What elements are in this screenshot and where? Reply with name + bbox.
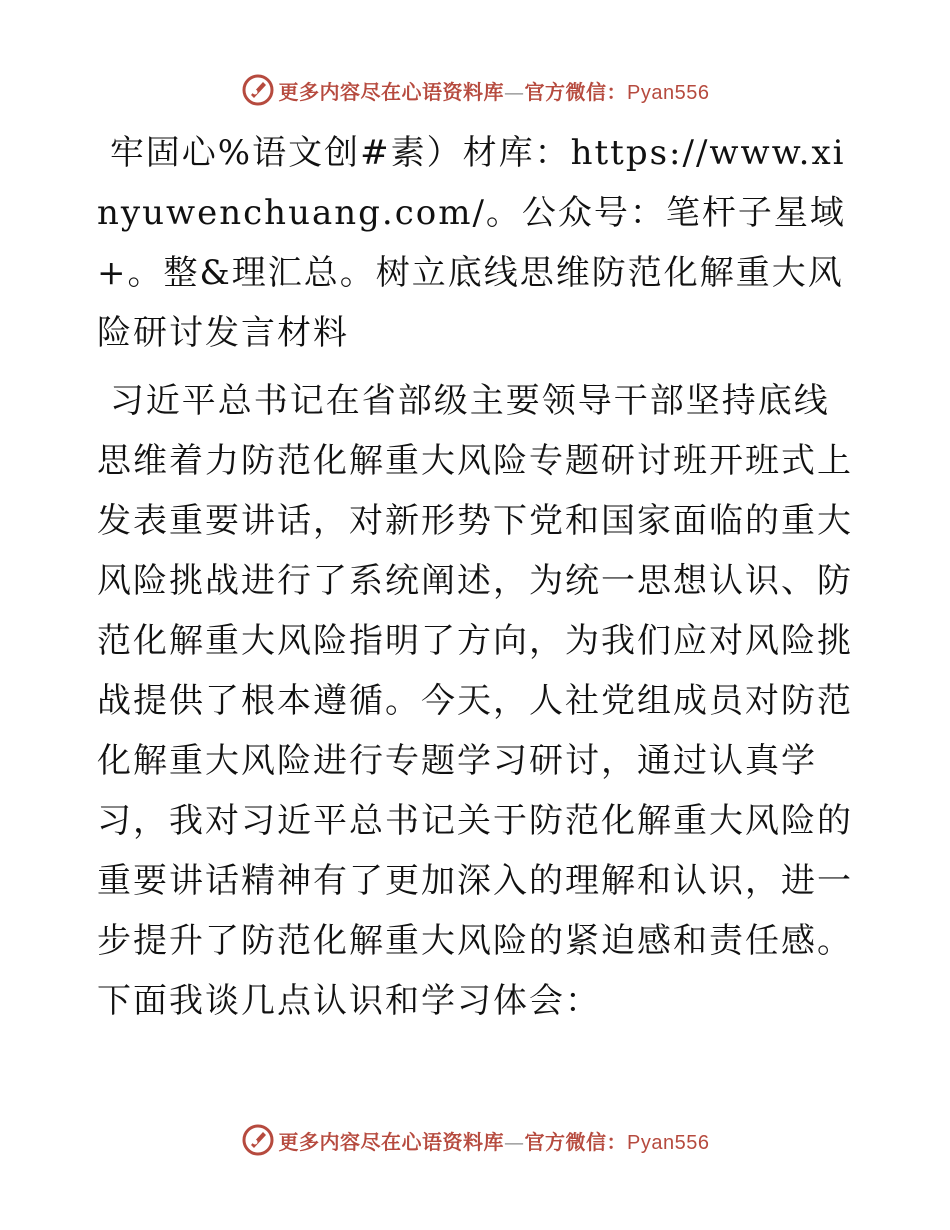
banner-contact-id: Pyan556 bbox=[627, 1131, 710, 1154]
banner-contact-label: 官方微信： bbox=[524, 79, 628, 104]
banner-contact-id: Pyan556 bbox=[627, 81, 710, 104]
footer-banner-text bbox=[279, 1126, 710, 1155]
banner-brand: 更多内容尽在心语资料库 bbox=[278, 1129, 505, 1154]
header-banner-text bbox=[279, 76, 710, 105]
paragraph-title: 牢固心%语文创#素）材库：https://www.xinyuwenchuang.com/。公众号：笔杆子星域+。整&理汇总。树立底线思维防范化解重大风险研讨发言材料 bbox=[97, 133, 846, 353]
banner-brand: 更多内容尽在心语资料库 bbox=[278, 79, 505, 104]
brand-logo-icon bbox=[241, 73, 275, 107]
banner-separator: — bbox=[504, 79, 525, 104]
brand-logo-icon bbox=[241, 1123, 275, 1157]
banner-separator: — bbox=[504, 1129, 525, 1154]
header-banner bbox=[0, 70, 950, 110]
banner-contact-label: 官方微信： bbox=[524, 1129, 628, 1154]
document-body bbox=[97, 123, 857, 1031]
paragraph-intro: 习近平总书记在省部级主要领导干部坚持底线思维着力防范化解重大风险专题研讨班开班式上发表重要讲话，对新形势下党和国家面临的重大风险挑战进行了系统阐述，为统一思想认识、防范化解重大风险指明了方向，为我们应对风险挑战提供了根本遵循。今天，人社党组成员对防范化解重大风险进行专题学习研讨，通过认真学习，我对习近平总书记关于防范化解重大风险的重要讲话精神有了更加深入的理解和认识，进一步提升了防范化解重大风险的紧迫感和责任感。下面我谈几点认识和学习体会： bbox=[97, 381, 853, 1021]
footer-banner bbox=[0, 1120, 950, 1160]
